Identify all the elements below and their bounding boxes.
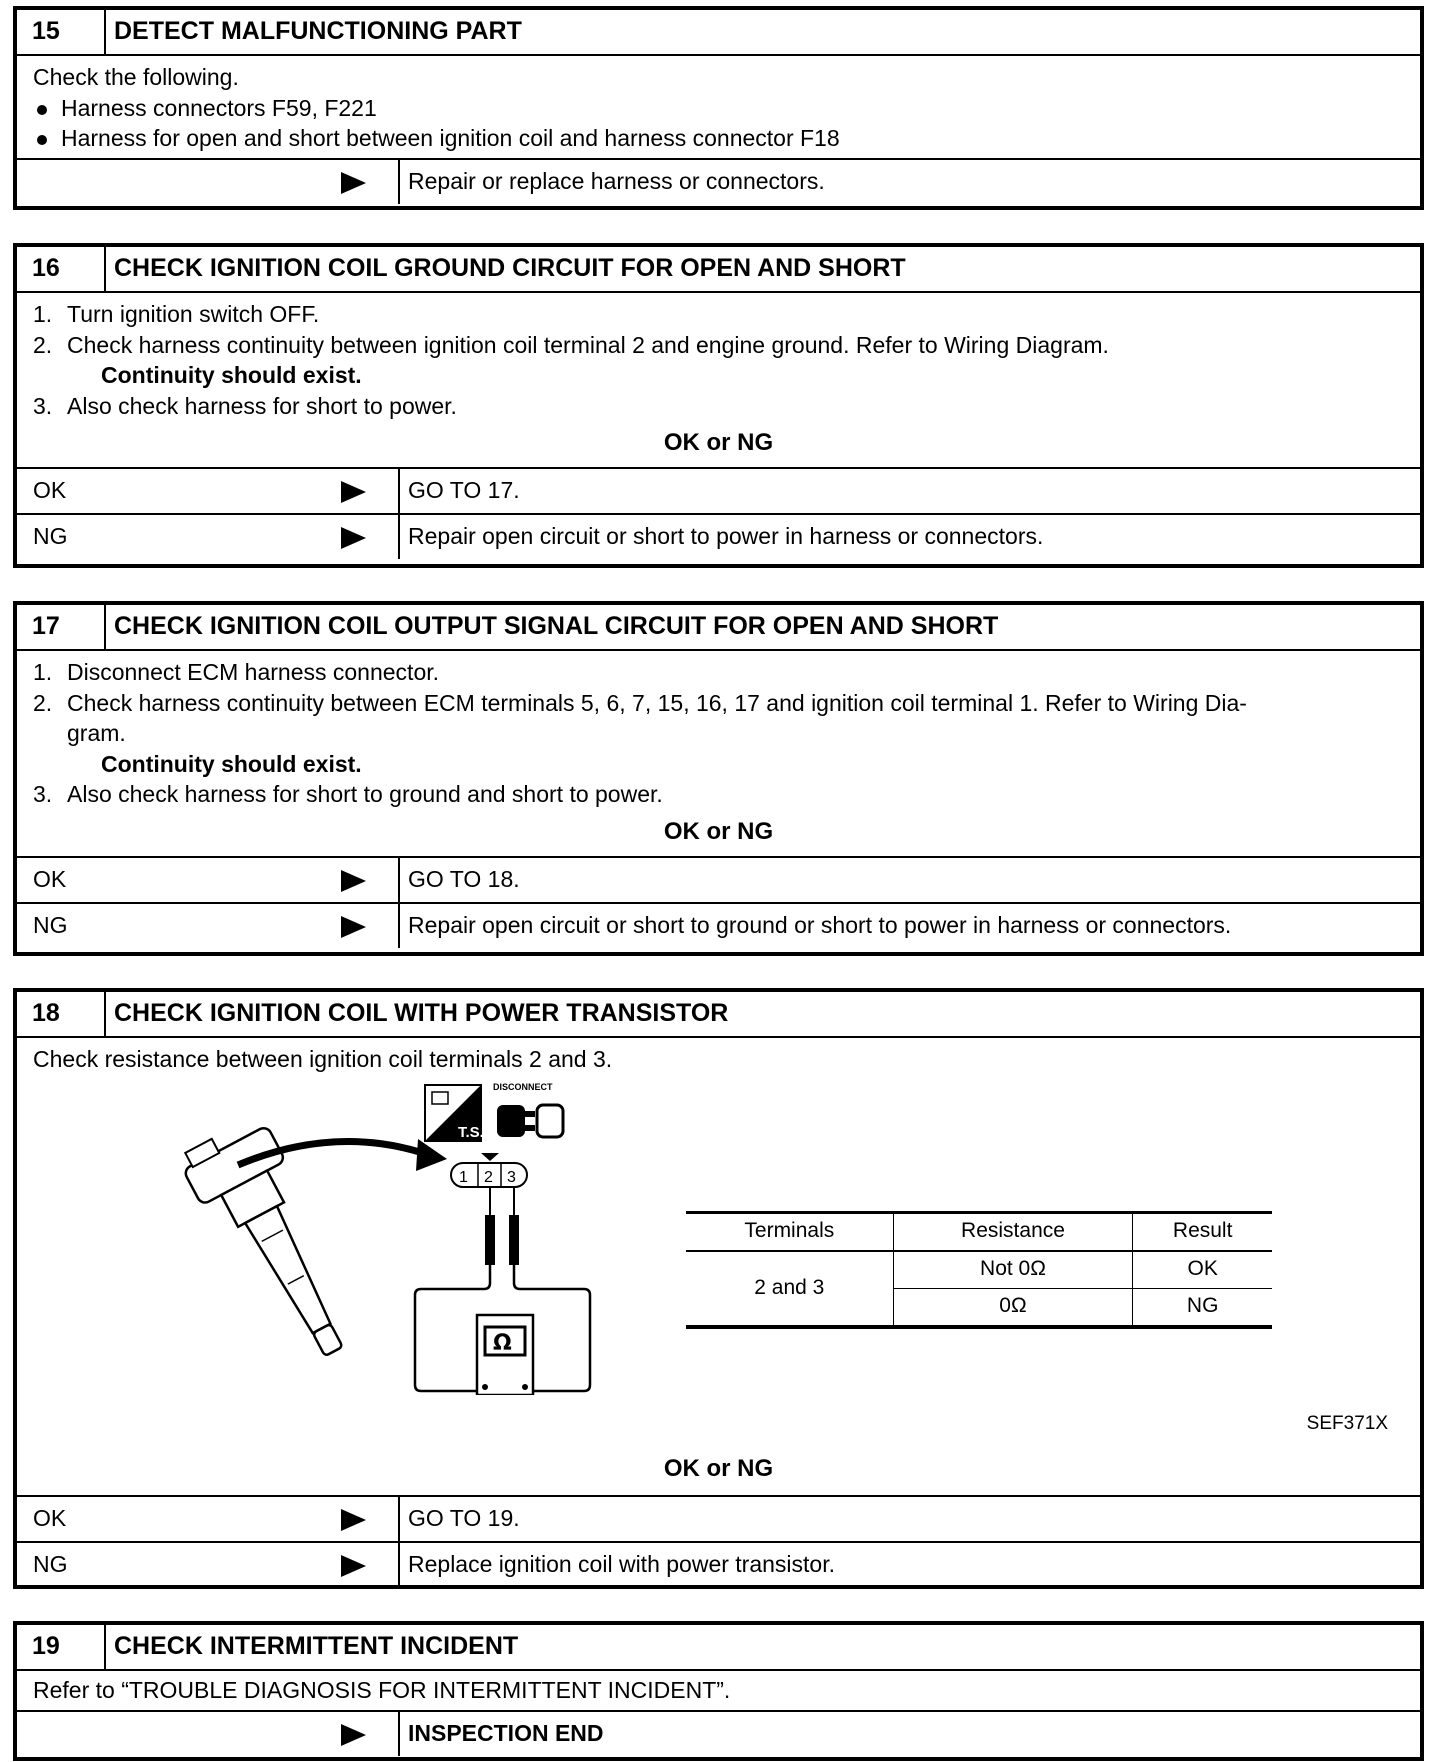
bullet-item: Harness for open and short between ignition coil and harness connector F18 — [33, 123, 1404, 154]
resistance-cell: Not 0Ω — [893, 1251, 1133, 1289]
arrow-right-icon — [341, 527, 366, 549]
result-label-cell — [17, 160, 400, 204]
ok-ng-label: OK or NG — [663, 1454, 774, 1482]
connector-icon — [451, 1153, 527, 1187]
step-title: CHECK INTERMITTENT INCIDENT — [114, 1632, 519, 1660]
result-label: NG — [33, 523, 68, 549]
resistance-check-figure — [33, 1075, 1404, 1495]
result-row — [17, 1541, 1420, 1587]
step-15 — [13, 6, 1424, 210]
step-17 — [13, 601, 1424, 956]
arrow-right-icon — [341, 916, 366, 938]
result-action: Repair or replace harness or connectors. — [408, 167, 825, 194]
step-19 — [13, 1621, 1424, 1761]
step-body — [17, 1671, 1420, 1710]
result-label-cell — [17, 1712, 400, 1756]
result-label-cell — [17, 1497, 400, 1541]
arrow-right-icon — [341, 1555, 366, 1577]
numbered-item — [33, 657, 1404, 688]
numbered-item — [33, 688, 1404, 749]
step-intro: Check the following. — [33, 64, 239, 90]
arrow-right-icon — [341, 1724, 366, 1746]
step-18 — [13, 988, 1424, 1589]
item-number: 2. — [33, 689, 53, 716]
step-title: CHECK IGNITION COIL GROUND CIRCUIT FOR OPEN AND SHORT — [114, 254, 906, 282]
step-header — [17, 605, 1420, 651]
step-number: 18 — [17, 992, 106, 1036]
result-label: OK — [33, 865, 67, 892]
step-16 — [13, 243, 1424, 568]
step-number: 17 — [17, 605, 106, 649]
numbered-item — [33, 779, 1404, 810]
step-header — [17, 247, 1420, 293]
result-label: OK — [33, 477, 67, 503]
step-number: 16 — [17, 247, 106, 291]
result-action: GO TO 19. — [408, 1504, 520, 1531]
item-number: 3. — [33, 781, 53, 807]
item-text: Disconnect ECM harness connector. — [67, 659, 440, 685]
step-body — [17, 56, 1420, 158]
table-header-row — [686, 1212, 1272, 1251]
item-text-continued: gram. — [67, 720, 126, 746]
step-header — [17, 992, 1420, 1038]
bullet-item: Harness connectors F59, F221 — [33, 93, 1404, 124]
result-label: NG — [33, 1550, 68, 1577]
numbered-item — [33, 330, 1404, 361]
item-number: 1. — [33, 659, 53, 685]
result-label: OK — [33, 1504, 67, 1531]
result-row — [17, 902, 1420, 948]
terminals-cell: 2 and 3 — [686, 1251, 893, 1327]
step-header — [17, 10, 1420, 56]
disconnect-icon — [493, 1082, 563, 1137]
item-text: Also check harness for short to ground and short to power. — [67, 781, 663, 807]
result-row — [17, 513, 1420, 559]
resistance-cell: 0Ω — [893, 1288, 1133, 1327]
result-action: GO TO 17. — [408, 477, 520, 503]
arrow-right-icon — [341, 1509, 366, 1531]
step-body — [17, 293, 1420, 467]
numbered-item — [33, 391, 1404, 422]
ok-ng-label: OK or NG — [663, 429, 774, 456]
result-row — [17, 1495, 1420, 1541]
ok-ng-label: OK or NG — [663, 817, 774, 845]
figure-reference-code: SEF371X — [1306, 1412, 1388, 1434]
spec-text: Continuity should exist. — [101, 362, 362, 388]
result-action: Repair open circuit or short to ground or short to power in harness or connectors. — [408, 911, 1232, 938]
item-text: Check harness continuity between ECM terminals 5, 6, 7, 15, 16, 17 and ignition coil terminal 1. Refer to Wiring Dia- — [67, 689, 1247, 716]
result-row — [17, 158, 1420, 204]
resistance-table — [686, 1211, 1272, 1329]
step-title: CHECK IGNITION COIL WITH POWER TRANSISTOR — [114, 999, 729, 1027]
result-label: NG — [33, 911, 68, 938]
table-row — [686, 1251, 1272, 1289]
result-row — [17, 1710, 1420, 1756]
result-label-cell — [17, 469, 400, 513]
item-text: Check harness continuity between ignition coil terminal 2 and engine ground. Refer to Wiring Diagram. — [67, 331, 1109, 358]
ohmmeter-icon — [477, 1315, 533, 1395]
pin-label: 1 — [459, 1168, 468, 1186]
pin-label: 2 — [484, 1168, 493, 1186]
col-header: Terminals — [686, 1212, 893, 1251]
numbered-item — [33, 299, 1404, 330]
item-number: 2. — [33, 331, 53, 358]
step-title: DETECT MALFUNCTIONING PART — [114, 17, 522, 45]
result-action: INSPECTION END — [408, 1719, 604, 1746]
result-label-cell — [17, 1543, 400, 1587]
item-number: 3. — [33, 392, 53, 419]
result-label-cell — [17, 858, 400, 902]
col-header: Result — [1133, 1212, 1272, 1251]
result-action: GO TO 18. — [408, 865, 520, 892]
step-body — [17, 651, 1420, 856]
ohm-symbol: Ω — [493, 1330, 512, 1356]
step-number: 19 — [17, 1625, 106, 1669]
pin-label: 3 — [507, 1168, 516, 1186]
arrow-right-icon — [341, 870, 366, 892]
step-title: CHECK IGNITION COIL OUTPUT SIGNAL CIRCUIT FOR OPEN AND SHORT — [114, 612, 999, 640]
result-action: Replace ignition coil with power transistor. — [408, 1550, 835, 1577]
arrow-right-icon — [341, 481, 366, 503]
result-row — [17, 856, 1420, 902]
arrow-right-icon — [341, 172, 366, 194]
step-intro: Check resistance between ignition coil terminals 2 and 3. — [33, 1046, 613, 1072]
result-row — [17, 467, 1420, 513]
result-label-cell — [17, 904, 400, 948]
item-number: 1. — [33, 301, 53, 327]
ts-label: T.S. — [458, 1123, 484, 1141]
item-text: Also check harness for short to power. — [67, 392, 457, 419]
step-body — [17, 1038, 1420, 1495]
ignition-coil-diagram — [33, 1075, 653, 1395]
step-header — [17, 1625, 1420, 1671]
result-cell: OK — [1133, 1251, 1272, 1289]
step-intro: Refer to “TROUBLE DIAGNOSIS FOR INTERMITTENT INCIDENT”. — [33, 1677, 731, 1703]
item-text: Turn ignition switch OFF. — [67, 301, 320, 327]
step-number: 15 — [17, 10, 106, 54]
result-cell: NG — [1133, 1288, 1272, 1327]
spec-text: Continuity should exist. — [101, 750, 362, 777]
col-header: Resistance — [893, 1212, 1133, 1251]
ts-tool-icon — [425, 1085, 484, 1141]
result-action: Repair open circuit or short to power in harness or connectors. — [408, 523, 1044, 549]
disconnect-label: DISCONNECT — [493, 1081, 553, 1092]
result-label-cell — [17, 515, 400, 559]
